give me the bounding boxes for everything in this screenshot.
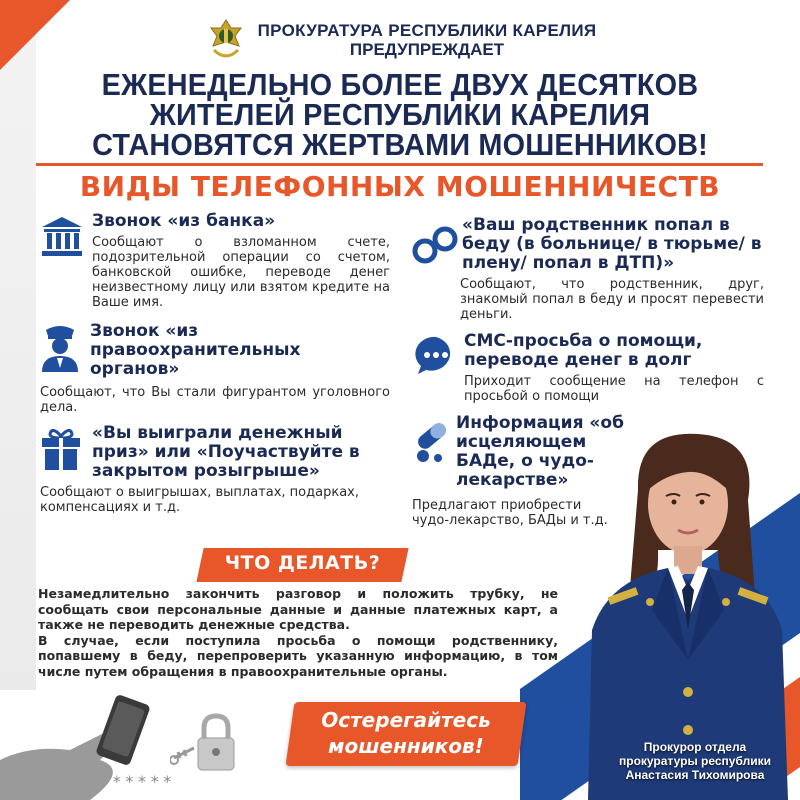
caption-line-1: Прокурор отдела <box>643 740 747 754</box>
pill-icon <box>412 420 452 464</box>
org-warns: ПРЕДУПРЕЖДАЕТ <box>349 40 505 59</box>
fraud-description: Сообщают о выигрышах, выплатах, подарках, компенсациях и т.д. <box>40 485 359 515</box>
fraud-description: Предлагают приобрести чудо-лекарство, БАДы и т.д. <box>412 498 608 528</box>
action-text <box>38 586 558 679</box>
fraud-item-police <box>40 322 390 415</box>
headline-line-3: СТАНОВЯТСЯ ЖЕРТВАМИ МОШЕННИКОВ! <box>92 127 708 162</box>
headline-line-2: ЖИТЕЛЕЙ РЕСПУБЛИКИ КАРЕЛИЯ <box>149 97 651 132</box>
headline <box>28 67 772 162</box>
fraud-title: «Ваш родственник попал в беду (в больнице/ в тюрьме/ в плену/ попал в ДТП)» <box>462 215 762 273</box>
org-name: ПРОКУРАТУРА РЕСПУБЛИКИ КАРЕЛИЯ <box>257 21 597 40</box>
divider <box>36 163 763 166</box>
action-title: ЧТО ДЕЛАТЬ? <box>224 552 381 574</box>
fraud-description: Приходит сообщение на телефон с просьбой о помощи <box>464 374 764 404</box>
handcuffs-icon <box>412 222 458 268</box>
header <box>0 16 800 64</box>
fraud-title: Звонок «из банка» <box>92 211 276 231</box>
portrait-caption <box>590 740 800 782</box>
headline-line-1: ЕЖЕНЕДЕЛЬНО БОЛЕЕ ДВУХ ДЕСЯТКОВ <box>101 67 699 102</box>
padlock-icon <box>170 708 250 778</box>
fraud-item-relative <box>412 216 764 322</box>
bank-icon <box>40 214 84 258</box>
prosecutor-emblem-icon <box>204 16 248 64</box>
fraud-title: Звонок «из правоохранительных органов» <box>90 321 301 379</box>
pin-mask: ***** <box>112 772 176 791</box>
warning-text <box>290 707 522 759</box>
gift-icon <box>40 426 82 472</box>
fraud-description: Сообщают, что Вы стали фигурантом уголовного дела. <box>40 385 390 415</box>
warning-line-1: Остерегайтесь <box>321 708 491 732</box>
fraud-title: Информация «об исцеляющем БАДе, о чудо-лекарстве» <box>456 413 624 490</box>
warning-line-2: мошенников! <box>328 734 484 758</box>
chat-bubble-icon <box>414 334 458 378</box>
police-officer-icon <box>40 322 80 372</box>
fraud-title: «Вы выиграли денежный приз» или «Поучаствуйте в закрытом розыгрыше» <box>92 423 360 481</box>
header-text <box>258 21 597 59</box>
section-title: ВИДЫ ТЕЛЕФОННЫХ МОШЕННИЧЕСТВ <box>79 170 721 203</box>
fraud-description: Сообщают, что родственник, друг, знакомый попал в беду и просят перевести деньги. <box>460 277 764 322</box>
action-paragraph-1: Незамедлительно закончить разговор и положить трубку, не сообщать свои персональные данные и данные платежных карт, а также не переводить денежные средства. <box>38 586 558 632</box>
fraud-item-bank <box>40 212 390 310</box>
action-paragraph-2: В случае, если поступила просьба о помощи родственнику, попавшему в беду, перепроверить указанную информацию, в том числе путем обращения в правоохранительные органы. <box>38 632 558 679</box>
fraud-description: Сообщают о взломанном счете, подозрительной операции со счетом, банковской ошибке, переводе денег неизвестному лицу или взятом кредите на Ваше имя. <box>92 235 390 310</box>
fraud-title: СМС-просьба о помощи, переводе денег в долг <box>464 331 703 370</box>
caption-line-3: Анастасия Тихомирова <box>625 768 765 782</box>
fraud-item-prize <box>40 424 390 515</box>
fraud-item-sms <box>412 332 764 404</box>
caption-line-2: прокуратуры республики <box>619 754 771 768</box>
